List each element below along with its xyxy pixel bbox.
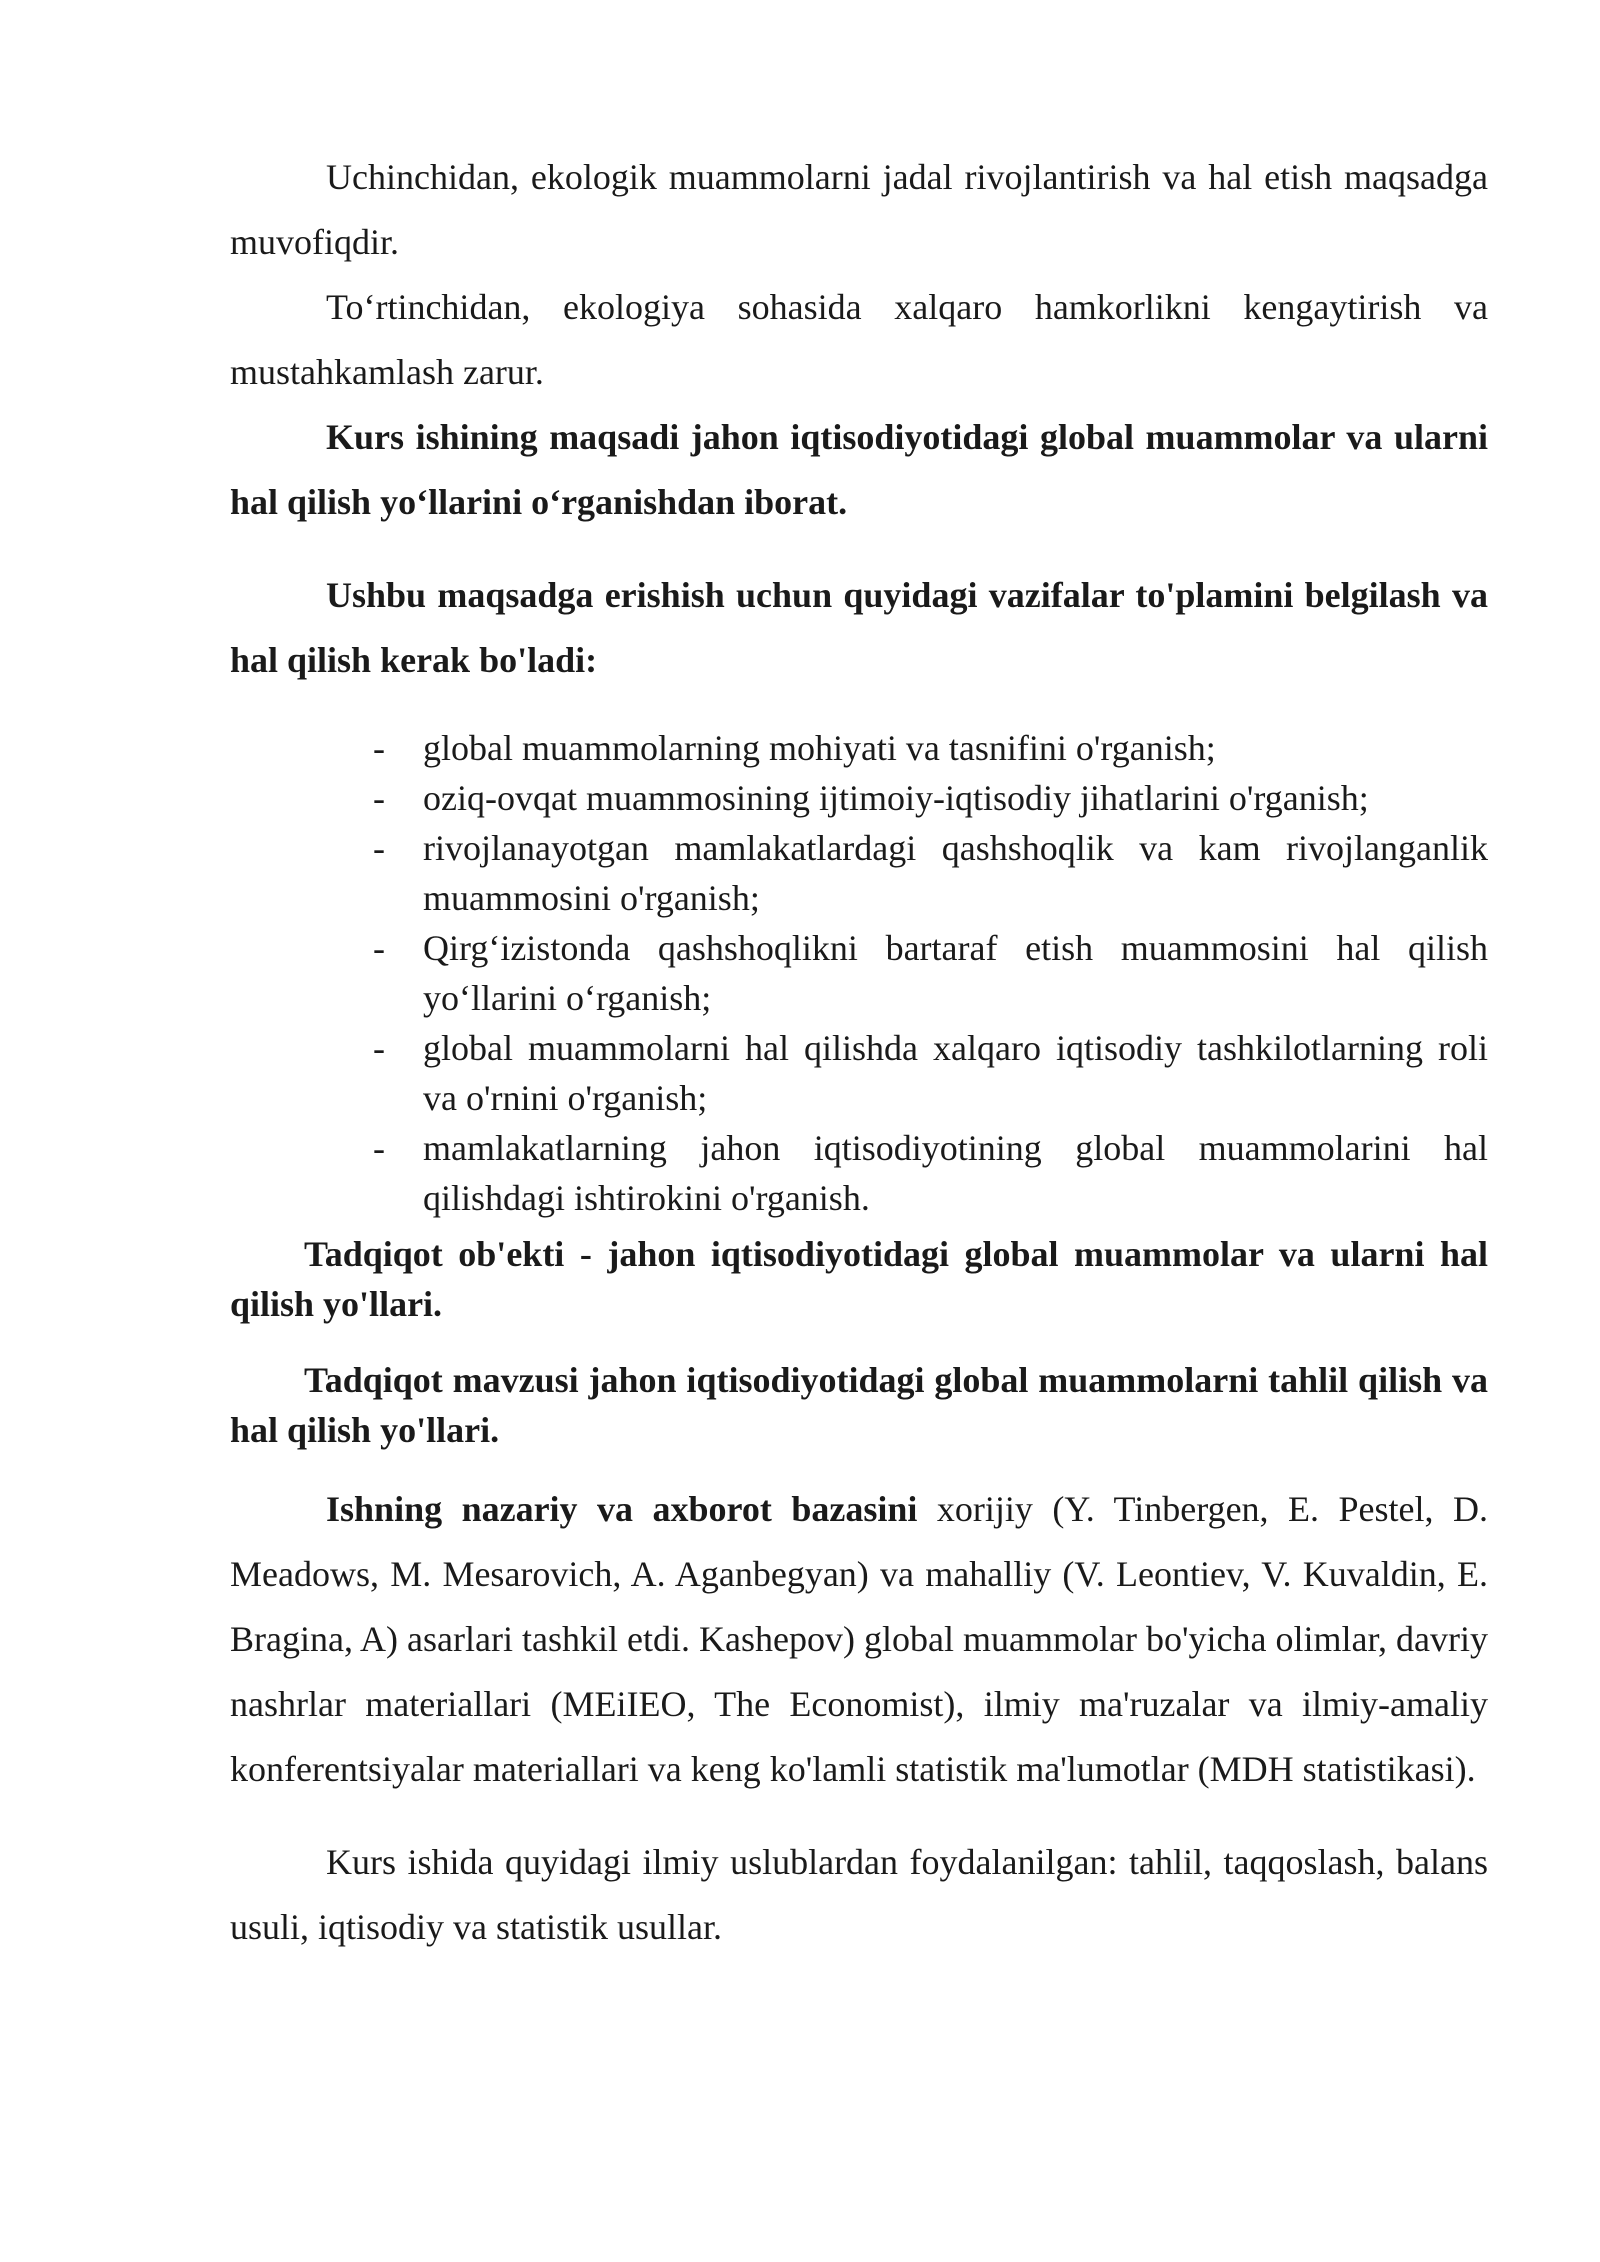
research-object: Tadqiqot ob'ekti - jahon iqtisodiyotidagi global muammolar va ularni hal qilish yo'llari. xyxy=(230,1234,1488,1324)
list-item xyxy=(373,923,1488,1023)
paragraph-theoretical-basis xyxy=(230,1477,1488,1802)
list-item-text: global muammolarning mohiyati va tasnifini o'rganish; xyxy=(423,728,1216,768)
task-list xyxy=(230,723,1488,1223)
document-page xyxy=(230,145,1488,1960)
paragraph-course-goal: Kurs ishining maqsadi jahon iqtisodiyotidagi global muammolar va ularni hal qilish yo‘llarini o‘rganishdan iborat. xyxy=(230,417,1488,522)
list-item-text: Qirg‘izistonda qashshoqlikni bartaraf etish muammosini hal qilish yo‘llarini o‘rganish; xyxy=(423,928,1488,1018)
dash-bullet: - xyxy=(373,728,385,768)
dash-bullet: - xyxy=(373,778,385,818)
research-subject: Tadqiqot mavzusi jahon iqtisodiyotidagi global muammolarni tahlil qilish va hal qilish yo'llari. xyxy=(230,1360,1488,1450)
paragraph-tasks-intro: Ushbu maqsadga erishish uchun quyidagi vazifalar to'plamini belgilash va hal qilish kerak bo'ladi: xyxy=(230,575,1488,680)
list-item-text: rivojlanayotgan mamlakatlardagi qashshoqlik va kam rivojlanganlik muammosini o'rganish; xyxy=(423,828,1488,918)
list-item-text: global muammolarni hal qilishda xalqaro iqtisodiy tashkilotlarning roli va o'rnini o'rganish; xyxy=(423,1028,1488,1118)
paragraph-methods: Kurs ishida quyidagi ilmiy uslublardan foydalanilgan: tahlil, taqqoslash, balans usuli, iqtisodiy va statistik usullar. xyxy=(230,1842,1488,1947)
list-item xyxy=(373,1123,1488,1223)
list-item xyxy=(373,823,1488,923)
list-item xyxy=(373,773,1488,823)
dash-bullet: - xyxy=(373,828,385,868)
dash-bullet: - xyxy=(373,928,385,968)
list-item xyxy=(373,723,1488,773)
dash-bullet: - xyxy=(373,1128,385,1168)
basis-lead: Ishning nazariy va axborot bazasini xyxy=(326,1489,918,1529)
list-item xyxy=(373,1023,1488,1123)
paragraph-third-point: Uchinchidan, ekologik muammolarni jadal rivojlantirish va hal etish maqsadga muvofiqdir. xyxy=(230,157,1488,262)
list-item-text: mamlakatlarning jahon iqtisodiyotining global muammolarini hal qilishdagi ishtirokini o'rganish. xyxy=(423,1128,1488,1218)
list-item-text: oziq-ovqat muammosining ijtimoiy-iqtisodiy jihatlarini o'rganish; xyxy=(423,778,1369,818)
dash-bullet: - xyxy=(373,1028,385,1068)
paragraph-fourth-point: To‘rtinchidan, ekologiya sohasida xalqaro hamkorlikni kengaytirish va mustahkamlash zarur. xyxy=(230,287,1488,392)
basis-rest: xorijiy (Y. Tinbergen, E. Pestel, D. Meadows, M. Mesarovich, A. Aganbegyan) va mahalliy (V. Leontiev, V. Kuvaldin, E. Bragina, A) asarlari tashkil etdi. Kashepov) global muammolar bo'yicha olimlar, davriy nashrlar materiallari (MEiIEO, The Economist), ilmiy ma'ruzalar va ilmiy-amaliy konferentsiyalar materiallari va keng ko'lamli statistik ma'lumotlar (MDH statistikasi). xyxy=(230,1489,1488,1789)
